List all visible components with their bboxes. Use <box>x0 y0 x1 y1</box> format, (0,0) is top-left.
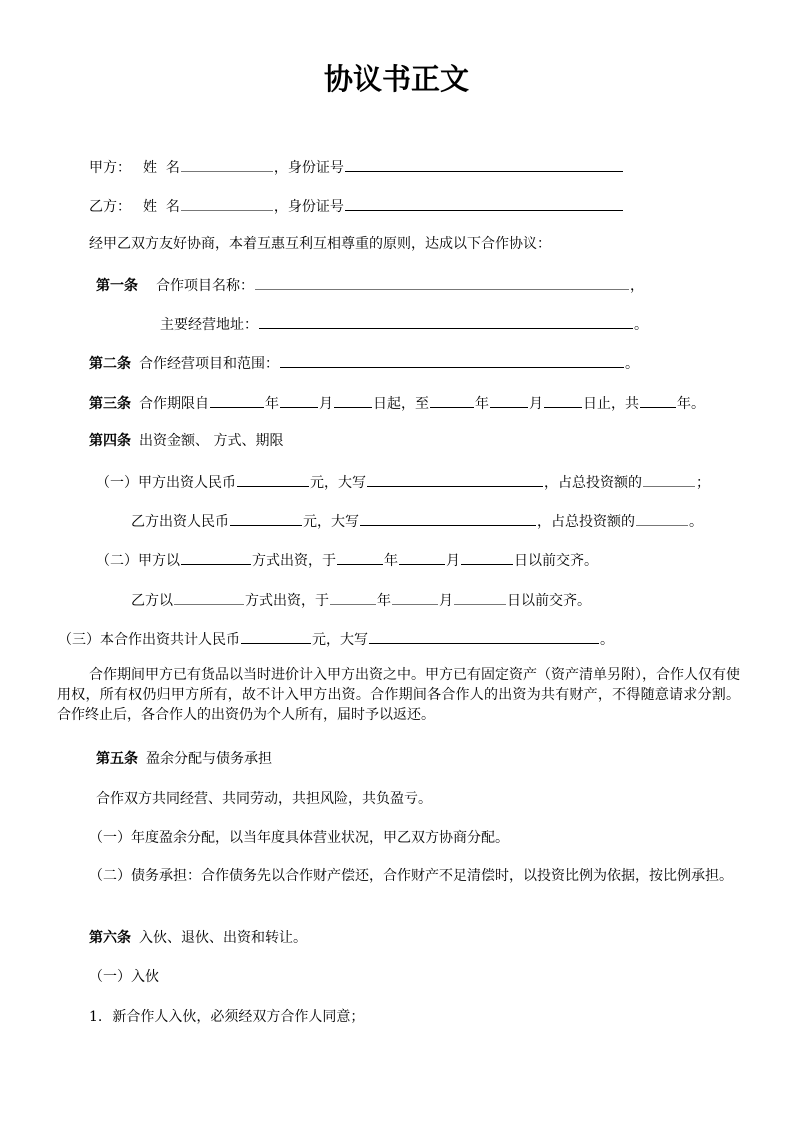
article-1-end-1: ， <box>630 278 644 294</box>
b1-text-3: 年 <box>384 553 398 569</box>
end-day-blank[interactable] <box>544 393 582 408</box>
party-a-id-blank[interactable] <box>345 157 623 172</box>
c-text-3: 。 <box>600 632 614 648</box>
party-a-label: 甲方： <box>89 160 131 176</box>
article-2-end: 。 <box>625 356 639 372</box>
article-1-end-2: 。 <box>634 317 648 333</box>
party-b-comma: ， <box>273 199 288 215</box>
end-year-blank[interactable] <box>430 393 474 408</box>
party-a-ratio-blank[interactable] <box>643 472 695 487</box>
article-6-paragraph-1: （一）入伙 <box>89 969 159 985</box>
article-1-address-label: 主要经营地址： <box>160 317 258 333</box>
start-year-blank[interactable] <box>210 393 264 408</box>
article-1-line-1 <box>96 275 644 295</box>
a1-text-3: ，占总投资额的 <box>544 475 642 491</box>
party-b-line <box>89 196 624 216</box>
item-1-number: 1. <box>89 1009 103 1025</box>
a1-text-4: ； <box>696 475 710 491</box>
article-5-text: 盈余分配与债务承担 <box>146 751 272 767</box>
article-1-heading: 第一条 <box>96 278 138 294</box>
article-3-line <box>89 393 705 413</box>
party-b-day-blank[interactable] <box>454 590 506 605</box>
party-b-label: 乙方： <box>89 199 131 215</box>
article-1-project-blank[interactable] <box>255 275 629 290</box>
article-1-line-2 <box>160 314 648 334</box>
party-a-amount-blank[interactable] <box>237 472 309 487</box>
document-title: 协议书正文 <box>323 62 469 96</box>
party-b-id-label: 身份证号 <box>287 199 344 215</box>
party-a-amount-words-blank[interactable] <box>367 472 543 487</box>
article-3-text-5: 年 <box>475 396 489 412</box>
b2-text-3: 年 <box>377 593 391 609</box>
b1-text-1: （二）甲方以 <box>96 553 180 569</box>
party-a-comma: ， <box>273 160 288 176</box>
b2-text-4: 月 <box>439 593 453 609</box>
start-month-blank[interactable] <box>280 393 318 408</box>
party-b-name-label: 姓 名 <box>143 199 180 215</box>
article-4-c-total <box>58 629 614 649</box>
article-3-text-2: 年 <box>265 396 279 412</box>
a2-text-2: 元，大写 <box>303 514 359 530</box>
article-2-heading: 第二条 <box>89 356 131 372</box>
a1-text-2: 元，大写 <box>310 475 366 491</box>
article-1-address-blank[interactable] <box>259 314 633 329</box>
article-2-text: 合作经营项目和范围： <box>139 356 279 372</box>
total-years-blank[interactable] <box>640 393 676 408</box>
a1-text-1: （一）甲方出资人民币 <box>96 475 236 491</box>
article-3-text-4: 日起，至 <box>373 396 429 412</box>
article-4-line <box>89 432 283 450</box>
item-1-text: 新合作人入伙，必须经双方合作人同意； <box>112 1009 365 1025</box>
party-b-year-blank[interactable] <box>330 590 376 605</box>
article-1-project-label: 合作项目名称： <box>156 278 254 294</box>
article-4-a-party-b <box>131 511 703 531</box>
end-month-blank[interactable] <box>490 393 528 408</box>
article-5-line <box>96 750 272 768</box>
article-6-text: 入伙、退伙、出资和转让。 <box>139 930 307 946</box>
b2-text-2: 方式出资，于 <box>245 593 329 609</box>
party-a-day-blank[interactable] <box>461 550 513 565</box>
article-2-scope-blank[interactable] <box>280 353 624 368</box>
party-b-ratio-blank[interactable] <box>636 511 688 526</box>
a2-text-4: 。 <box>689 514 703 530</box>
b1-text-4: 月 <box>446 553 460 569</box>
article-5-heading: 第五条 <box>96 751 138 767</box>
article-3-text-8: 年。 <box>677 396 705 412</box>
party-a-year-blank[interactable] <box>337 550 383 565</box>
article-5-paragraph-1: 合作双方共同经营、共同劳动，共担风险，共负盈亏。 <box>96 791 432 807</box>
article-5-paragraph-2: （一）年度盈余分配，以当年度具体营业状况，甲乙双方协商分配。 <box>89 830 509 846</box>
article-2-line <box>89 353 639 373</box>
b1-text-5: 日以前交齐。 <box>514 553 598 569</box>
party-b-amount-words-blank[interactable] <box>360 511 536 526</box>
c-text-2: 元，大写 <box>312 632 368 648</box>
b2-text-1: 乙方以 <box>131 593 173 609</box>
party-a-name-blank[interactable] <box>181 157 273 172</box>
party-b-amount-blank[interactable] <box>230 511 302 526</box>
b1-text-2: 方式出资，于 <box>252 553 336 569</box>
article-5-paragraph-3: （二）债务承担：合作债务先以合作财产偿还，合作财产不足清偿时，以投资比例为依据，按比例承担。 <box>89 868 733 884</box>
party-a-name-label: 姓 名 <box>143 160 180 176</box>
article-4-paragraph: 合作期间甲方已有货品以当时进价计入甲方出资之中。甲方已有固定资产（资产清单另附），合作人仅有使用权，所有权仍归甲方所有，故不计入甲方出资。合作期间各合作人的出资为共有财产，不得随意请求分割。合作终止后，各合作人的出资仍为个人所有，届时予以返还。 <box>57 667 740 723</box>
total-amount-words-blank[interactable] <box>369 629 599 644</box>
start-day-blank[interactable] <box>334 393 372 408</box>
article-6-item-1 <box>89 1008 364 1026</box>
a2-text-1: 乙方出资人民币 <box>131 514 229 530</box>
c-text-1: （三）本合作出资共计人民币 <box>58 632 240 648</box>
party-a-method-blank[interactable] <box>181 550 251 565</box>
article-4-text: 出资金额、 方式、期限 <box>139 433 284 449</box>
party-a-month-blank[interactable] <box>399 550 445 565</box>
article-4-heading: 第四条 <box>89 433 131 449</box>
article-6-line <box>89 929 307 947</box>
total-amount-blank[interactable] <box>241 629 311 644</box>
b2-text-5: 日以前交齐。 <box>507 593 591 609</box>
article-4-a-party-a <box>96 472 710 492</box>
article-3-text-7: 日止，共 <box>583 396 639 412</box>
article-3-text-1: 合作期限自 <box>139 396 209 412</box>
party-b-name-blank[interactable] <box>181 196 273 211</box>
article-3-heading: 第三条 <box>89 396 131 412</box>
a2-text-3: ，占总投资额的 <box>537 514 635 530</box>
party-a-line <box>89 157 624 177</box>
party-b-method-blank[interactable] <box>174 590 244 605</box>
article-3-text-6: 月 <box>529 396 543 412</box>
article-4-b-party-b <box>131 590 591 610</box>
intro-text: 经甲乙双方友好协商，本着互惠互利互相尊重的原则，达成以下合作协议： <box>89 236 551 252</box>
party-b-id-blank[interactable] <box>345 196 623 211</box>
article-3-text-3: 月 <box>319 396 333 412</box>
article-4-b-party-a <box>96 550 598 570</box>
party-a-id-label: 身份证号 <box>287 160 344 176</box>
article-6-heading: 第六条 <box>89 930 131 946</box>
party-b-month-blank[interactable] <box>392 590 438 605</box>
